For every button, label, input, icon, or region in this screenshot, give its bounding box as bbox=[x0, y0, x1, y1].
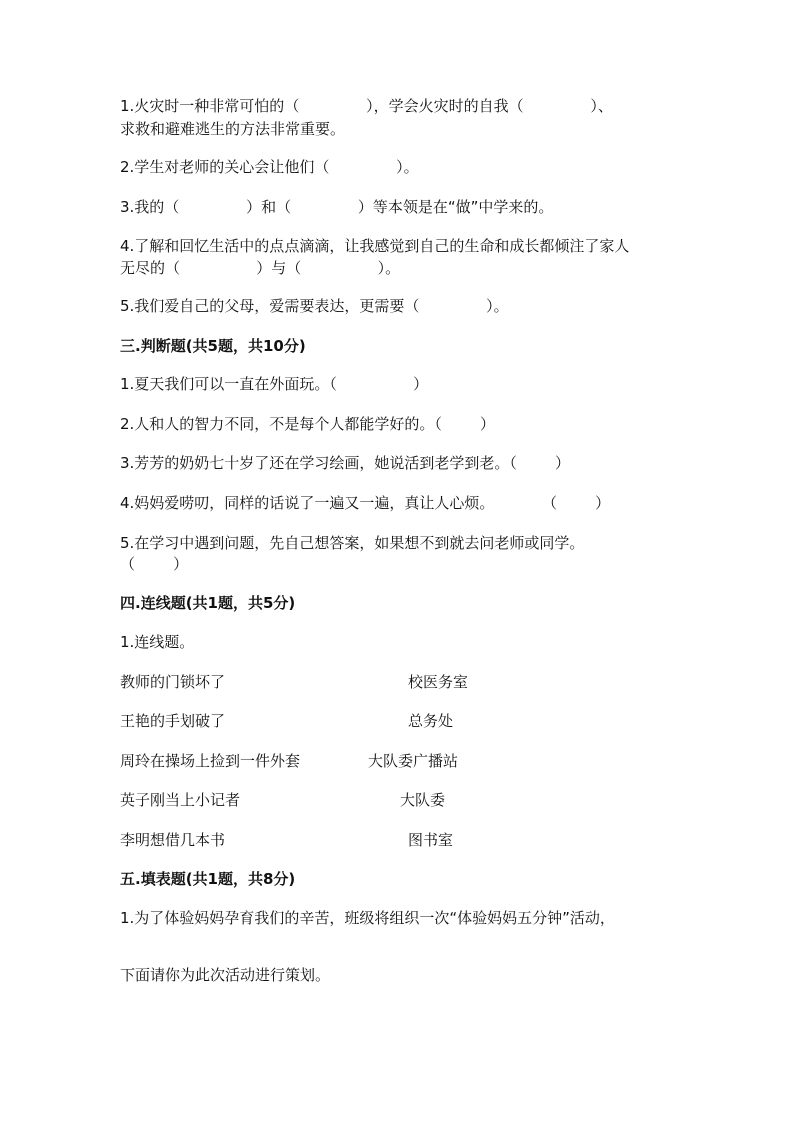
fill-item-1-line-1: 1.火灾时一种非常可怕的（ ），学会火灾时的自我（ ）、 bbox=[120, 97, 613, 115]
match-right-3: 大队委广播站 bbox=[368, 752, 459, 770]
match-right-4: 大队委 bbox=[400, 791, 446, 809]
fill-item-2: 2.学生对老师的关心会让他们（ ）。 bbox=[120, 158, 419, 176]
judge-item-4: 4.妈妈爱唠叨，同样的话说了一遍又一遍，真让人心烦。 （ ） bbox=[120, 494, 611, 512]
match-left-2: 王艳的手划破了 bbox=[120, 712, 226, 730]
fill-item-4-line-1: 4.了解和回忆生活中的点点滴滴，让我感觉到自己的生命和成长都倾注了家人 bbox=[120, 237, 630, 255]
judge-item-1: 1.夏天我们可以一直在外面玩。（ ） bbox=[120, 375, 429, 393]
match-section-heading: 四.连线题(共1题，共5分) bbox=[120, 594, 296, 612]
match-right-5: 图书室 bbox=[408, 831, 454, 849]
match-left-1: 教师的门锁坏了 bbox=[120, 673, 226, 691]
judge-item-3: 3.芳芳的奶奶七十岁了还在学习绘画，她说活到老学到老。（ ） bbox=[120, 454, 570, 472]
fill-item-1-line-2: 求救和避难逃生的方法非常重要。 bbox=[120, 120, 346, 138]
fill-item-5: 5.我们爱自己的父母，爱需要表达，更需要（ ）。 bbox=[120, 297, 509, 315]
judge-section-heading: 三.判断题(共5题，共10分) bbox=[120, 337, 306, 355]
fill-item-4-line-2: 无尽的（ ）与（ ）。 bbox=[120, 259, 401, 277]
match-left-5: 李明想借几本书 bbox=[120, 831, 226, 849]
match-right-1: 校医务室 bbox=[408, 673, 469, 691]
judge-item-2: 2.人和人的智力不同，不是每个人都能学好的。（ ） bbox=[120, 415, 495, 433]
judge-item-5-line-1: 5.在学习中遇到问题，先自己想答案，如果想不到就去问老师或同学。 bbox=[120, 534, 585, 552]
fill-item-3: 3.我的（ ）和（ ）等本领是在“做”中学来的。 bbox=[120, 198, 554, 216]
match-left-3: 周玲在操场上捡到一件外套 bbox=[120, 752, 301, 770]
table-section-heading: 五.填表题(共1题，共8分) bbox=[120, 870, 296, 888]
match-right-2: 总务处 bbox=[408, 712, 454, 730]
match-left-4: 英子刚当上小记者 bbox=[120, 791, 241, 809]
table-question-line-2: 下面请你为此次活动进行策划。 bbox=[120, 966, 331, 984]
match-question: 1.连线题。 bbox=[120, 633, 195, 651]
table-question-line-1: 1.为了体验妈妈孕育我们的辛苦，班级将组织一次“体验妈妈五分钟”活动， bbox=[120, 909, 615, 927]
judge-item-5-line-2: （ ） bbox=[120, 555, 189, 573]
